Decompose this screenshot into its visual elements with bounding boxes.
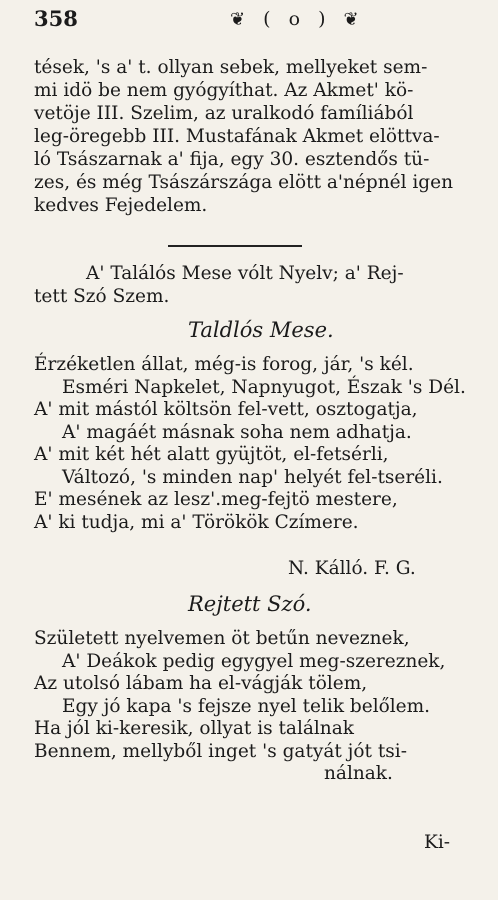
verse-line: Érzéketlen állat, még-is forog, jár, 's kél. [34, 354, 414, 375]
hidden-word-verse [34, 628, 474, 786]
catchword: Ki- [424, 832, 450, 853]
verse-line: Esméri Napkelet, Napnyugot, Észak 's Dél. [62, 376, 466, 398]
page-number: 358 [34, 6, 78, 31]
text-line: kedves Fejedelem. [34, 195, 208, 216]
text-line: tett Szó Szem. [34, 286, 170, 307]
text-line: leg-öregebb III. Mustafának Akmet elöttva- [34, 126, 440, 147]
verse-line: nálnak. [324, 763, 393, 784]
verse-line: Az utolsó lábam ha el-vágják tölem, [34, 673, 368, 694]
verse-line: Ha jól ki-keresik, ollyat is találnak [34, 718, 354, 739]
hidden-word-title: Rejtett Szó. [188, 592, 312, 616]
verse-line: Bennem, mellyből inget 's gatyát jót tsi- [34, 740, 407, 762]
text-line: mi idö be nem gyógyíthat. Az Akmet' kö- [34, 80, 414, 101]
section-divider [168, 245, 302, 247]
verse-line: A' ki tudja, mi a' Törökök Czímere. [34, 511, 359, 533]
verse-line: E' mesének az lesz'.meg-fejtö mestere, [34, 489, 398, 510]
verse-line: A' mit két hét alatt gyüjtöt, el-fetsérli, [34, 444, 389, 465]
verse-line: A' mit mástól költsön fel-vett, osztogatja, [34, 399, 418, 420]
verse-line: Változó, 's minden nap' helyét fel-tseréli. [62, 466, 443, 488]
text-line: tések, 's a' t. ollyan sebek, mellyeket sem- [34, 57, 428, 78]
answer-paragraph [34, 262, 468, 308]
verse-line: A' Deákok pedig egygyel meg-szereznek, [62, 650, 446, 672]
verse-line: A' magáét másnak soha nem adhatja. [62, 421, 412, 443]
text-line: ló Tsászarnak a' fija, egy 30. esztendős tü- [34, 149, 430, 170]
paragraph-continued [34, 56, 468, 217]
text-line: zes, és még Tsászárszága elött a'népnél igen [34, 172, 453, 193]
riddle-verse [34, 354, 474, 534]
text-line: vetöje III. Szelim, az uralkodó famíliából [34, 103, 414, 124]
fleuron-right-icon: ❦ [343, 9, 365, 30]
ornament-center: ( o ) [263, 8, 332, 30]
text-line: A' Találós Mese vólt Nyelv; a' Rej- [86, 263, 404, 284]
header-ornament [230, 8, 365, 30]
page-header [34, 6, 458, 32]
signature: N. Kálló. F. G. [288, 558, 416, 579]
verse-line: Született nyelvemen öt betűn neveznek, [34, 628, 410, 649]
fleuron-left-icon: ❦ [230, 9, 252, 30]
verse-line: Egy jó kapa 's fejsze nyel telik belőlem. [62, 695, 431, 717]
riddle-title: Taldlós Mese. [188, 318, 334, 342]
